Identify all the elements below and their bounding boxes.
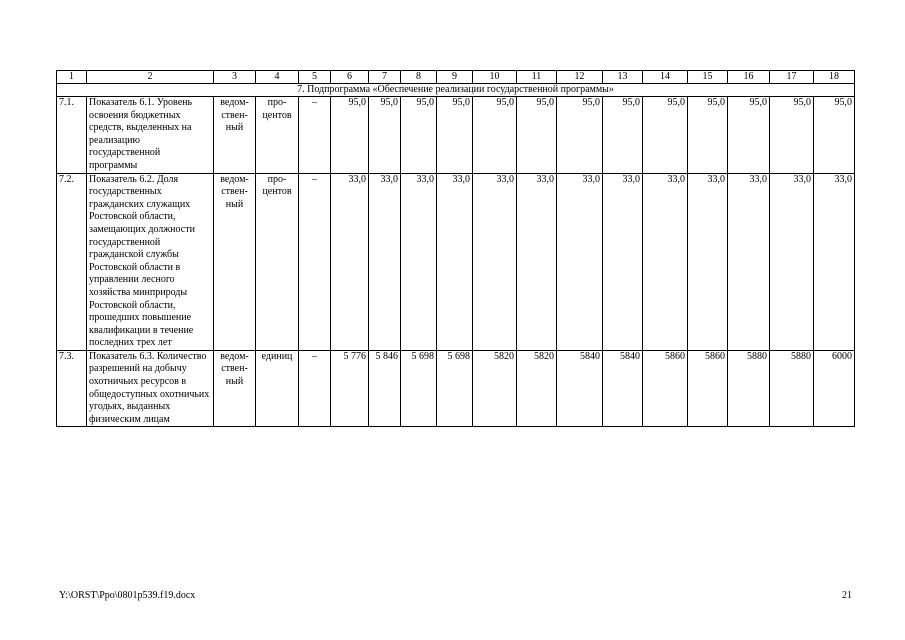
column-number: 2 (87, 71, 214, 84)
row-number: 7.3. (57, 350, 87, 427)
indicator-type: ведом-ствен-ный (214, 350, 256, 427)
page-number: 21 (842, 590, 852, 601)
value-cell: 33,0 (557, 173, 603, 350)
value-cell: 33,0 (603, 173, 643, 350)
indicator-type: ведом-ствен-ный (214, 173, 256, 350)
subprogram-title: 7. Подпрограмма «Обеспечение реализации государственной программы» (57, 84, 855, 97)
column-number: 3 (214, 71, 256, 84)
value-cell: 33,0 (473, 173, 517, 350)
column-number: 15 (688, 71, 728, 84)
column-5-value: – (299, 350, 331, 427)
column-number: 6 (331, 71, 369, 84)
value-cell: 95,0 (331, 97, 369, 174)
indicator-name: Показатель 6.3. Количество разрешений на добычу охотничьих ресурсов в общедоступных охотничьих угодьях, выданных физическим лицам (87, 350, 214, 427)
column-number: 7 (369, 71, 401, 84)
table-row (57, 97, 855, 174)
column-number: 10 (473, 71, 517, 84)
column-number: 18 (814, 71, 855, 84)
indicator-unit: единиц (256, 350, 299, 427)
indicator-type: ведом-ствен-ный (214, 97, 256, 174)
column-number: 12 (557, 71, 603, 84)
column-number: 4 (256, 71, 299, 84)
row-number: 7.2. (57, 173, 87, 350)
value-cell: 33,0 (688, 173, 728, 350)
value-cell: 33,0 (517, 173, 557, 350)
column-5-value: – (299, 97, 331, 174)
column-number: 11 (517, 71, 557, 84)
value-cell: 95,0 (517, 97, 557, 174)
value-cell: 33,0 (401, 173, 437, 350)
table-row (57, 350, 855, 427)
value-cell: 5 846 (369, 350, 401, 427)
column-number: 13 (603, 71, 643, 84)
value-cell: 33,0 (770, 173, 814, 350)
row-number: 7.1. (57, 97, 87, 174)
column-number: 9 (437, 71, 473, 84)
header-row (57, 71, 855, 84)
value-cell: 95,0 (473, 97, 517, 174)
indicators-table (56, 70, 855, 427)
column-number: 17 (770, 71, 814, 84)
value-cell: 95,0 (688, 97, 728, 174)
value-cell: 5880 (770, 350, 814, 427)
indicator-unit: про-центов (256, 97, 299, 174)
value-cell: 5880 (728, 350, 770, 427)
value-cell: 95,0 (814, 97, 855, 174)
value-cell: 5 698 (401, 350, 437, 427)
value-cell: 95,0 (643, 97, 688, 174)
value-cell: 95,0 (401, 97, 437, 174)
subprogram-row (57, 84, 855, 97)
value-cell: 33,0 (369, 173, 401, 350)
value-cell: 95,0 (369, 97, 401, 174)
value-cell: 95,0 (437, 97, 473, 174)
column-number: 1 (57, 71, 87, 84)
value-cell: 5860 (688, 350, 728, 427)
indicator-name: Показатель 6.2. Доля государственных гражданских служащих Ростовской области, замещающих должности государственной гражданской службы Ростовской области в управлении лесного хозяйства минприроды Ростовской области, прошедших повышение квалификации в течение последних трех лет (87, 173, 214, 350)
column-number: 5 (299, 71, 331, 84)
value-cell: 33,0 (331, 173, 369, 350)
column-number: 8 (401, 71, 437, 84)
indicator-unit: про-центов (256, 173, 299, 350)
footer-file-path: Y:\ORST\Ppo\0801p539.f19.docx (59, 590, 196, 601)
column-number: 16 (728, 71, 770, 84)
value-cell: 5840 (603, 350, 643, 427)
value-cell: 33,0 (437, 173, 473, 350)
value-cell: 5 698 (437, 350, 473, 427)
value-cell: 33,0 (814, 173, 855, 350)
table-row (57, 173, 855, 350)
value-cell: 5 776 (331, 350, 369, 427)
value-cell: 5820 (473, 350, 517, 427)
value-cell: 95,0 (770, 97, 814, 174)
column-number: 14 (643, 71, 688, 84)
indicator-name: Показатель 6.1. Уровень освоения бюджетных средств, выделенных на реализацию государственной программы (87, 97, 214, 174)
value-cell: 95,0 (557, 97, 603, 174)
value-cell: 5840 (557, 350, 603, 427)
value-cell: 6000 (814, 350, 855, 427)
value-cell: 95,0 (728, 97, 770, 174)
value-cell: 33,0 (643, 173, 688, 350)
value-cell: 5860 (643, 350, 688, 427)
value-cell: 33,0 (728, 173, 770, 350)
value-cell: 5820 (517, 350, 557, 427)
column-5-value: – (299, 173, 331, 350)
value-cell: 95,0 (603, 97, 643, 174)
